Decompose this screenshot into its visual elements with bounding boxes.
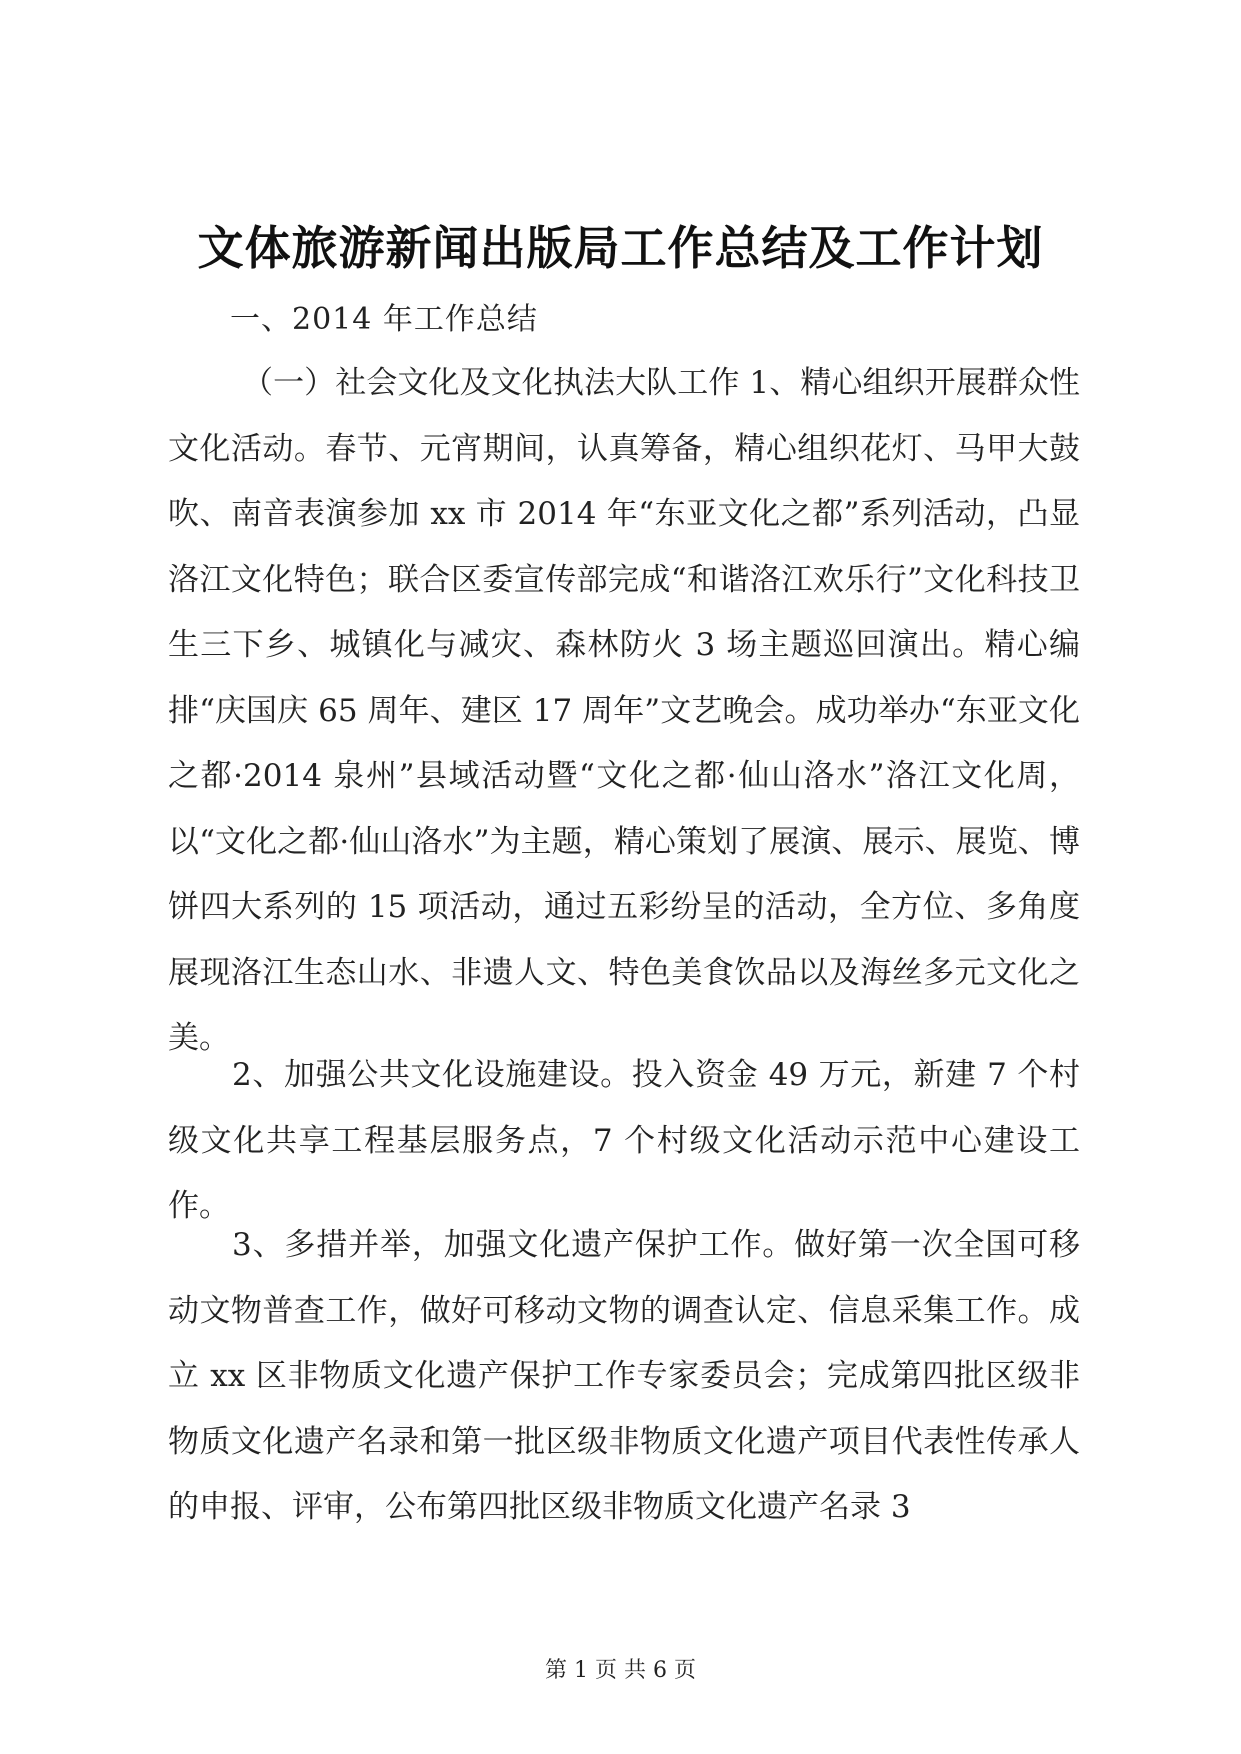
paragraph-1: （一）社会文化及文化执法大队工作 1、精心组织开展群众性文化活动。春节、元宵期间，认真筹备，精心组织花灯、马甲大鼓吹、南音表演参加 xx 市 2014 年“东亚文化之都”系列活动，凸显洛江文化特色；联合区委宣传部完成“和谐洛江欢乐行”文化科技卫生三下乡、城镇化与减灾、森林防火 3 场主题巡回演出。精心编排“庆国庆 65 周年、建区 17 周年”文艺晚会。成功举办“东亚文化之都·2014 泉州”县域活动暨“文化之都·仙山洛水”洛江文化周，以“文化之都·仙山洛水”为主题，精心策划了展演、展示、展览、博饼四大系列的 15 项活动，通过五彩纷呈的活动，全方位、多角度展现洛江生态山水、非遗人文、特色美食饮品以及海丝多元文化之美。 [168,365,1080,1056]
document-title: 文体旅游新闻出版局工作总结及工作计划 [197,221,1044,275]
paragraph-2: 2、加强公共文化设施建设。投入资金 49 万元，新建 7 个村级文化共享工程基层服务点，7 个村级文化活动示范中心建设工作。 [168,1057,1080,1224]
paragraph-3: 3、多措并举，加强文化遗产保护工作。做好第一次全国可移动文物普查工作，做好可移动文物的调查认定、信息采集工作。成立 xx 区非物质文化遗产保护工作专家委员会；完成第四批区级非物质文化遗产名录和第一批区级非物质文化遗产项目代表性传承人的申报、评审，公布第四批区级非物质文化遗产名录 3 [168,1227,1080,1525]
page-footer: 第 1 页 共 6 页 [545,1658,696,1683]
section-heading: 一、2014 年工作总结 [230,302,538,337]
